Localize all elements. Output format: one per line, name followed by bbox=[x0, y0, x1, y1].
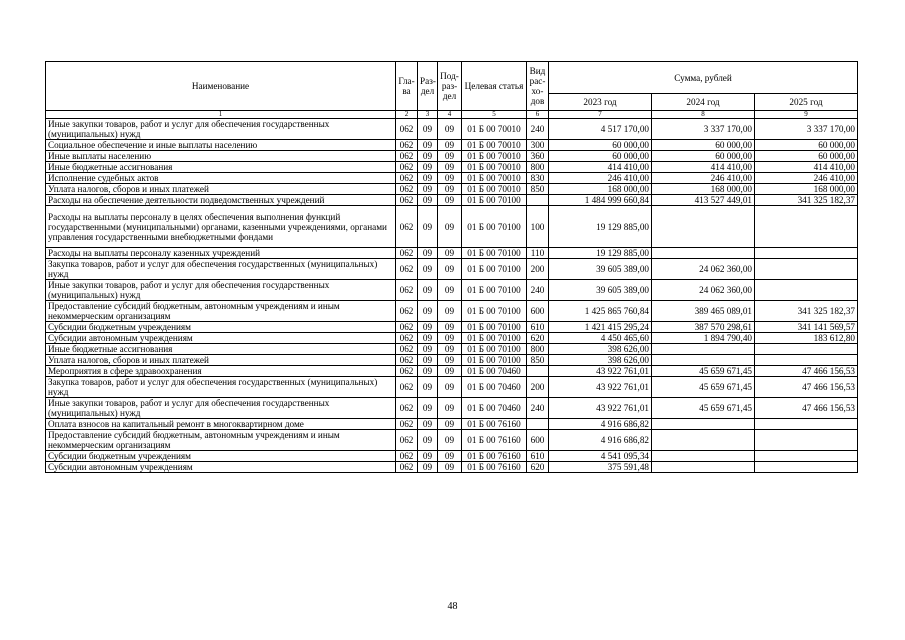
row-vid-rashodov: 100 bbox=[527, 206, 549, 248]
row-name: Закупка товаров, работ и услуг для обеспечения государственных (муниципальных) нужд bbox=[46, 377, 396, 398]
row-vid-rashodov bbox=[527, 419, 549, 430]
row-podrazdel: 09 bbox=[438, 184, 462, 195]
row-podrazdel: 09 bbox=[438, 173, 462, 184]
table-row bbox=[46, 259, 858, 280]
row-sum-2023: 4 541 095,34 bbox=[549, 451, 652, 462]
row-sum-2025 bbox=[755, 451, 858, 462]
table-row bbox=[46, 355, 858, 366]
row-glava: 062 bbox=[396, 248, 418, 259]
row-name: Иные бюджетные ассигнования bbox=[46, 162, 396, 173]
row-glava: 062 bbox=[396, 195, 418, 206]
row-glava: 062 bbox=[396, 173, 418, 184]
table-row bbox=[46, 398, 858, 419]
row-sum-2025 bbox=[755, 430, 858, 451]
row-sum-2023: 19 129 885,00 bbox=[549, 206, 652, 248]
row-sum-2025 bbox=[755, 248, 858, 259]
table-row bbox=[46, 322, 858, 333]
page-number: 48 bbox=[447, 601, 458, 612]
row-razdel: 09 bbox=[418, 162, 438, 173]
row-sum-2025: 414 410,00 bbox=[755, 162, 858, 173]
row-sum-2025: 246 410,00 bbox=[755, 173, 858, 184]
row-name: Субсидии бюджетным учреждениям bbox=[46, 322, 396, 333]
row-glava: 062 bbox=[396, 140, 418, 151]
col-num: 3 bbox=[418, 111, 438, 119]
row-tselevaya-statya: 01 Б 00 70010 bbox=[462, 173, 527, 184]
row-sum-2024 bbox=[652, 206, 755, 248]
row-name: Иные выплаты населению bbox=[46, 151, 396, 162]
row-sum-2024 bbox=[652, 462, 755, 473]
row-razdel: 09 bbox=[418, 206, 438, 248]
row-name: Субсидии автономным учреждениям bbox=[46, 462, 396, 473]
row-name: Иные закупки товаров, работ и услуг для обеспечения государственных (муниципальных) нужд bbox=[46, 280, 396, 301]
row-podrazdel: 09 bbox=[438, 366, 462, 377]
row-tselevaya-statya: 01 Б 00 70010 bbox=[462, 184, 527, 195]
row-sum-2025: 47 466 156,53 bbox=[755, 366, 858, 377]
row-podrazdel: 09 bbox=[438, 430, 462, 451]
row-glava: 062 bbox=[396, 151, 418, 162]
row-sum-2023: 4 517 170,00 bbox=[549, 119, 652, 140]
table-row bbox=[46, 430, 858, 451]
row-glava: 062 bbox=[396, 344, 418, 355]
table-row bbox=[46, 140, 858, 151]
row-sum-2025 bbox=[755, 344, 858, 355]
row-razdel: 09 bbox=[418, 451, 438, 462]
row-glava: 062 bbox=[396, 355, 418, 366]
col-num: 6 bbox=[527, 111, 549, 119]
row-podrazdel: 09 bbox=[438, 344, 462, 355]
row-vid-rashodov: 110 bbox=[527, 248, 549, 259]
row-vid-rashodov: 620 bbox=[527, 462, 549, 473]
row-sum-2023: 1 421 415 295,24 bbox=[549, 322, 652, 333]
row-vid-rashodov bbox=[527, 195, 549, 206]
row-razdel: 09 bbox=[418, 280, 438, 301]
row-sum-2024 bbox=[652, 355, 755, 366]
col-num: 1 bbox=[46, 111, 396, 119]
row-glava: 062 bbox=[396, 280, 418, 301]
col-num: 4 bbox=[438, 111, 462, 119]
row-glava: 062 bbox=[396, 206, 418, 248]
table-row bbox=[46, 377, 858, 398]
row-tselevaya-statya: 01 Б 00 70460 bbox=[462, 366, 527, 377]
row-tselevaya-statya: 01 Б 00 70460 bbox=[462, 398, 527, 419]
table-row bbox=[46, 333, 858, 344]
table-row bbox=[46, 462, 858, 473]
row-sum-2025: 3 337 170,00 bbox=[755, 119, 858, 140]
row-name: Предоставление субсидий бюджетным, автономным учреждениям и иным некоммерческим организациям bbox=[46, 430, 396, 451]
table-row bbox=[46, 366, 858, 377]
row-sum-2024: 60 000,00 bbox=[652, 140, 755, 151]
row-vid-rashodov: 200 bbox=[527, 259, 549, 280]
col-num: 9 bbox=[755, 111, 858, 119]
row-razdel: 09 bbox=[418, 184, 438, 195]
row-sum-2025: 60 000,00 bbox=[755, 140, 858, 151]
row-sum-2024 bbox=[652, 344, 755, 355]
row-name: Расходы на выплаты персоналу казенных учреждений bbox=[46, 248, 396, 259]
row-glava: 062 bbox=[396, 377, 418, 398]
row-sum-2023: 60 000,00 bbox=[549, 151, 652, 162]
row-tselevaya-statya: 01 Б 00 70100 bbox=[462, 333, 527, 344]
col-num: 7 bbox=[549, 111, 652, 119]
row-podrazdel: 09 bbox=[438, 206, 462, 248]
row-name: Оплата взносов на капитальный ремонт в многоквартирном доме bbox=[46, 419, 396, 430]
row-tselevaya-statya: 01 Б 00 70100 bbox=[462, 259, 527, 280]
table-row bbox=[46, 301, 858, 322]
row-tselevaya-statya: 01 Б 00 70010 bbox=[462, 162, 527, 173]
row-sum-2024: 24 062 360,00 bbox=[652, 280, 755, 301]
row-vid-rashodov: 830 bbox=[527, 173, 549, 184]
row-sum-2024: 1 894 790,40 bbox=[652, 333, 755, 344]
table-row bbox=[46, 151, 858, 162]
row-name: Субсидии автономным учреждениям bbox=[46, 333, 396, 344]
row-vid-rashodov: 600 bbox=[527, 301, 549, 322]
row-vid-rashodov: 610 bbox=[527, 322, 549, 333]
row-tselevaya-statya: 01 Б 00 70100 bbox=[462, 195, 527, 206]
row-sum-2023: 414 410,00 bbox=[549, 162, 652, 173]
row-podrazdel: 09 bbox=[438, 162, 462, 173]
row-podrazdel: 09 bbox=[438, 462, 462, 473]
row-podrazdel: 09 bbox=[438, 195, 462, 206]
row-glava: 062 bbox=[396, 398, 418, 419]
row-name: Иные закупки товаров, работ и услуг для обеспечения государственных (муниципальных) нужд bbox=[46, 398, 396, 419]
table-row bbox=[46, 248, 858, 259]
row-name: Исполнение судебных актов bbox=[46, 173, 396, 184]
row-name: Социальное обеспечение и иные выплаты населению bbox=[46, 140, 396, 151]
row-vid-rashodov: 200 bbox=[527, 377, 549, 398]
row-glava: 062 bbox=[396, 184, 418, 195]
row-tselevaya-statya: 01 Б 00 70010 bbox=[462, 140, 527, 151]
col-num: 2 bbox=[396, 111, 418, 119]
row-razdel: 09 bbox=[418, 173, 438, 184]
header-razdel: Раз-дел bbox=[418, 62, 438, 111]
row-vid-rashodov: 240 bbox=[527, 119, 549, 140]
row-name: Расходы на выплаты персоналу в целях обеспечения выполнения функций государственными (муниципальными) органами, казенными учреждениями, органами управления государственными внебюджетными фондами bbox=[46, 206, 396, 248]
row-tselevaya-statya: 01 Б 00 70100 bbox=[462, 248, 527, 259]
row-tselevaya-statya: 01 Б 00 76160 bbox=[462, 451, 527, 462]
row-tselevaya-statya: 01 Б 00 70100 bbox=[462, 280, 527, 301]
row-razdel: 09 bbox=[418, 301, 438, 322]
row-vid-rashodov: 800 bbox=[527, 162, 549, 173]
row-glava: 062 bbox=[396, 162, 418, 173]
row-glava: 062 bbox=[396, 430, 418, 451]
row-glava: 062 bbox=[396, 301, 418, 322]
header-vid-rashodov: Вид рас-хо-дов bbox=[527, 62, 549, 111]
row-podrazdel: 09 bbox=[438, 248, 462, 259]
row-name: Уплата налогов, сборов и иных платежей bbox=[46, 184, 396, 195]
row-razdel: 09 bbox=[418, 248, 438, 259]
row-razdel: 09 bbox=[418, 366, 438, 377]
row-name: Закупка товаров, работ и услуг для обеспечения государственных (муниципальных) нужд bbox=[46, 259, 396, 280]
header-year-2024: 2024 год bbox=[652, 94, 755, 111]
row-tselevaya-statya: 01 Б 00 76160 bbox=[462, 419, 527, 430]
header-glava: Гла-ва bbox=[396, 62, 418, 111]
row-sum-2025: 183 612,80 bbox=[755, 333, 858, 344]
row-sum-2023: 43 922 761,01 bbox=[549, 366, 652, 377]
row-glava: 062 bbox=[396, 462, 418, 473]
row-name: Расходы на обеспечение деятельности подведомственных учреждений bbox=[46, 195, 396, 206]
row-tselevaya-statya: 01 Б 00 70010 bbox=[462, 119, 527, 140]
row-sum-2025: 341 141 569,57 bbox=[755, 322, 858, 333]
header-tselevaya-statya: Целевая статья bbox=[462, 62, 527, 111]
row-sum-2023: 168 000,00 bbox=[549, 184, 652, 195]
row-sum-2025 bbox=[755, 280, 858, 301]
row-tselevaya-statya: 01 Б 00 76160 bbox=[462, 462, 527, 473]
row-tselevaya-statya: 01 Б 00 70460 bbox=[462, 377, 527, 398]
row-glava: 062 bbox=[396, 366, 418, 377]
row-vid-rashodov: 360 bbox=[527, 151, 549, 162]
row-sum-2024: 389 465 089,01 bbox=[652, 301, 755, 322]
row-sum-2024: 60 000,00 bbox=[652, 151, 755, 162]
row-podrazdel: 09 bbox=[438, 355, 462, 366]
row-tselevaya-statya: 01 Б 00 70100 bbox=[462, 206, 527, 248]
row-glava: 062 bbox=[396, 259, 418, 280]
row-razdel: 09 bbox=[418, 355, 438, 366]
header-podrazdel: Под-раз-дел bbox=[438, 62, 462, 111]
row-sum-2024: 3 337 170,00 bbox=[652, 119, 755, 140]
row-sum-2024: 246 410,00 bbox=[652, 173, 755, 184]
row-sum-2024: 24 062 360,00 bbox=[652, 259, 755, 280]
row-sum-2025 bbox=[755, 419, 858, 430]
row-sum-2023: 1 425 865 760,84 bbox=[549, 301, 652, 322]
row-podrazdel: 09 bbox=[438, 333, 462, 344]
row-podrazdel: 09 bbox=[438, 301, 462, 322]
row-tselevaya-statya: 01 Б 00 70100 bbox=[462, 301, 527, 322]
row-tselevaya-statya: 01 Б 00 70100 bbox=[462, 322, 527, 333]
row-sum-2023: 398 626,00 bbox=[549, 355, 652, 366]
row-razdel: 09 bbox=[418, 419, 438, 430]
row-sum-2023: 4 450 465,60 bbox=[549, 333, 652, 344]
row-podrazdel: 09 bbox=[438, 119, 462, 140]
row-glava: 062 bbox=[396, 119, 418, 140]
row-tselevaya-statya: 01 Б 00 70010 bbox=[462, 151, 527, 162]
row-sum-2024 bbox=[652, 248, 755, 259]
row-sum-2023: 375 591,48 bbox=[549, 462, 652, 473]
row-name: Предоставление субсидий бюджетным, автономным учреждениям и иным некоммерческим организациям bbox=[46, 301, 396, 322]
row-glava: 062 bbox=[396, 419, 418, 430]
row-sum-2025 bbox=[755, 259, 858, 280]
table-row bbox=[46, 162, 858, 173]
row-razdel: 09 bbox=[418, 398, 438, 419]
row-razdel: 09 bbox=[418, 195, 438, 206]
row-sum-2023: 1 484 999 660,84 bbox=[549, 195, 652, 206]
row-vid-rashodov: 850 bbox=[527, 184, 549, 195]
table-row bbox=[46, 206, 858, 248]
row-vid-rashodov: 240 bbox=[527, 280, 549, 301]
row-sum-2025: 60 000,00 bbox=[755, 151, 858, 162]
row-glava: 062 bbox=[396, 333, 418, 344]
row-razdel: 09 bbox=[418, 140, 438, 151]
row-sum-2024 bbox=[652, 451, 755, 462]
row-name: Уплата налогов, сборов и иных платежей bbox=[46, 355, 396, 366]
row-vid-rashodov: 600 bbox=[527, 430, 549, 451]
row-sum-2025: 47 466 156,53 bbox=[755, 377, 858, 398]
row-sum-2023: 4 916 686,82 bbox=[549, 430, 652, 451]
col-num: 8 bbox=[652, 111, 755, 119]
row-razdel: 09 bbox=[418, 119, 438, 140]
row-vid-rashodov: 240 bbox=[527, 398, 549, 419]
row-vid-rashodov: 850 bbox=[527, 355, 549, 366]
row-sum-2024: 45 659 671,45 bbox=[652, 398, 755, 419]
row-razdel: 09 bbox=[418, 377, 438, 398]
row-sum-2023: 60 000,00 bbox=[549, 140, 652, 151]
header-year-2023: 2023 год bbox=[549, 94, 652, 111]
row-sum-2024 bbox=[652, 430, 755, 451]
row-sum-2023: 4 916 686,82 bbox=[549, 419, 652, 430]
row-sum-2023: 39 605 389,00 bbox=[549, 280, 652, 301]
row-sum-2023: 43 922 761,01 bbox=[549, 377, 652, 398]
row-sum-2024: 45 659 671,45 bbox=[652, 377, 755, 398]
row-name: Мероприятия в сфере здравоохранения bbox=[46, 366, 396, 377]
table-row bbox=[46, 119, 858, 140]
row-sum-2024 bbox=[652, 419, 755, 430]
row-name: Субсидии бюджетным учреждениям bbox=[46, 451, 396, 462]
row-sum-2025: 47 466 156,53 bbox=[755, 398, 858, 419]
header-summa: Сумма, рублей bbox=[549, 62, 858, 94]
row-razdel: 09 bbox=[418, 322, 438, 333]
table-row bbox=[46, 184, 858, 195]
row-sum-2025: 341 325 182,37 bbox=[755, 301, 858, 322]
row-vid-rashodov: 800 bbox=[527, 344, 549, 355]
row-sum-2023: 39 605 389,00 bbox=[549, 259, 652, 280]
row-vid-rashodov: 620 bbox=[527, 333, 549, 344]
row-razdel: 09 bbox=[418, 430, 438, 451]
row-sum-2025: 168 000,00 bbox=[755, 184, 858, 195]
row-tselevaya-statya: 01 Б 00 76160 bbox=[462, 430, 527, 451]
row-sum-2025 bbox=[755, 206, 858, 248]
table-row bbox=[46, 344, 858, 355]
table-row bbox=[46, 195, 858, 206]
table-row bbox=[46, 419, 858, 430]
row-sum-2024: 168 000,00 bbox=[652, 184, 755, 195]
row-sum-2023: 398 626,00 bbox=[549, 344, 652, 355]
table-row bbox=[46, 451, 858, 462]
row-podrazdel: 09 bbox=[438, 419, 462, 430]
row-tselevaya-statya: 01 Б 00 70100 bbox=[462, 344, 527, 355]
row-vid-rashodov: 610 bbox=[527, 451, 549, 462]
header-year-2025: 2025 год bbox=[755, 94, 858, 111]
column-number-row bbox=[46, 111, 858, 119]
row-razdel: 09 bbox=[418, 462, 438, 473]
budget-table bbox=[45, 61, 858, 473]
row-razdel: 09 bbox=[418, 333, 438, 344]
row-razdel: 09 bbox=[418, 344, 438, 355]
col-num: 5 bbox=[462, 111, 527, 119]
row-podrazdel: 09 bbox=[438, 451, 462, 462]
row-sum-2024: 413 527 449,01 bbox=[652, 195, 755, 206]
row-sum-2025 bbox=[755, 462, 858, 473]
row-podrazdel: 09 bbox=[438, 151, 462, 162]
row-name: Иные бюджетные ассигнования bbox=[46, 344, 396, 355]
row-razdel: 09 bbox=[418, 151, 438, 162]
row-sum-2024: 414 410,00 bbox=[652, 162, 755, 173]
row-glava: 062 bbox=[396, 322, 418, 333]
row-podrazdel: 09 bbox=[438, 140, 462, 151]
row-podrazdel: 09 bbox=[438, 259, 462, 280]
row-sum-2023: 19 129 885,00 bbox=[549, 248, 652, 259]
table-row bbox=[46, 280, 858, 301]
row-podrazdel: 09 bbox=[438, 322, 462, 333]
row-podrazdel: 09 bbox=[438, 280, 462, 301]
row-razdel: 09 bbox=[418, 259, 438, 280]
row-sum-2024: 45 659 671,45 bbox=[652, 366, 755, 377]
table-row bbox=[46, 173, 858, 184]
row-vid-rashodov bbox=[527, 366, 549, 377]
row-glava: 062 bbox=[396, 451, 418, 462]
header-name: Наименование bbox=[46, 62, 396, 111]
row-podrazdel: 09 bbox=[438, 377, 462, 398]
row-sum-2024: 387 570 298,61 bbox=[652, 322, 755, 333]
row-name: Иные закупки товаров, работ и услуг для обеспечения государственных (муниципальных) нужд bbox=[46, 119, 396, 140]
row-vid-rashodov: 300 bbox=[527, 140, 549, 151]
row-sum-2023: 246 410,00 bbox=[549, 173, 652, 184]
row-tselevaya-statya: 01 Б 00 70100 bbox=[462, 355, 527, 366]
row-sum-2025 bbox=[755, 355, 858, 366]
row-sum-2023: 43 922 761,01 bbox=[549, 398, 652, 419]
row-podrazdel: 09 bbox=[438, 398, 462, 419]
row-sum-2025: 341 325 182,37 bbox=[755, 195, 858, 206]
